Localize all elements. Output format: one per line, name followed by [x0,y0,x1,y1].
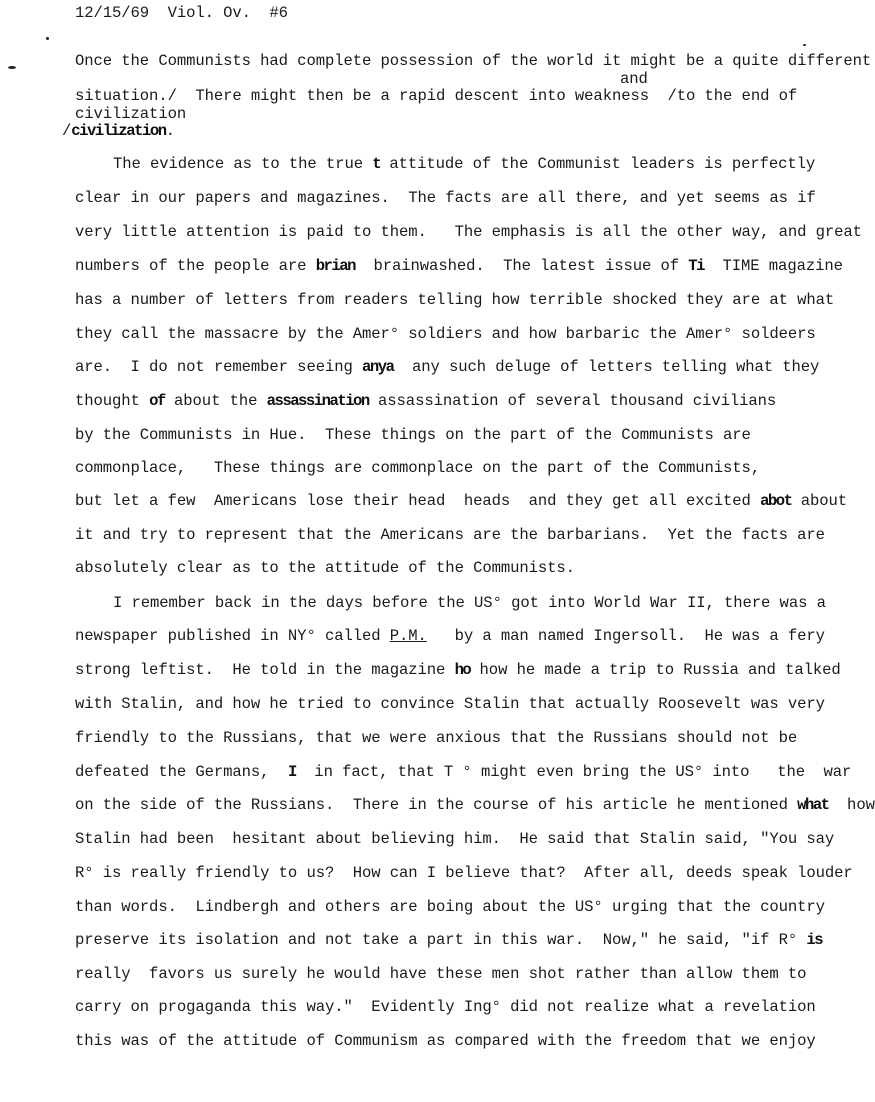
text-line [75,898,825,916]
overtyped-text: civilization [71,122,166,140]
overtyped-text: assassination [266,392,369,410]
text-segment: preserve its isolation and not take a part in this war. Now," he said, "if R° [75,931,807,949]
overtyped-text: is [806,931,823,949]
text-line [75,729,797,747]
text-line [75,965,806,983]
text-line [75,830,834,848]
ink-speck [8,66,16,69]
text-segment: / [62,122,72,140]
text-segment: thought [75,392,150,410]
text-line [75,291,834,309]
text-segment: very little attention is paid to them. The emphasis is all the other way, and great [75,223,862,241]
overtyped-text: abot [760,492,792,510]
text-line [75,661,841,679]
text-segment: assassination of several thousand civilians [368,392,777,410]
text-segment: they call the massacre by the Amer° soldiers and how barbaric the Amer° soldeers [75,325,816,343]
text-line [75,998,816,1016]
text-line [75,189,816,207]
text-segment: . [165,122,175,140]
text-segment: on the side of the Russians. There in the course of his article he mentioned [75,796,798,814]
text-segment: situation./ There might then be a rapid descent into weakness /to the end of [75,87,798,105]
text-line [75,796,875,814]
text-line [75,1032,816,1050]
text-line [75,325,816,343]
overtyped-text: what [797,796,829,814]
text-line [75,52,871,70]
text-segment: The evidence as to the true [113,155,373,173]
text-line [75,223,862,241]
text-segment: with Stalin, and how he tried to convince Stalin that actually Roosevelt was very [75,695,825,713]
text-line [62,122,175,140]
document-header: 12/15/69 Viol. Ov. #6 [75,4,288,22]
overtyped-text: Ti [688,257,704,275]
text-line [113,155,815,173]
text-segment: by a man named Ingersoll. He was a fery [426,627,825,645]
text-segment: defeated the Germans, [75,763,288,781]
overtyped-text: I [287,763,296,781]
text-segment: TIME magazine [704,257,843,275]
ink-speck [46,37,49,40]
underlined-text: P.M. [389,627,427,645]
text-segment: friendly to the Russians, that we were anxious that the Russians should not be [75,729,798,747]
text-segment: absolutely clear as to the attitude of the Communists. [75,559,575,577]
overtyped-text: of [149,392,165,410]
text-segment: newspaper published in NY° called [75,627,390,645]
text-segment: but let a few Americans lose their head heads and they get all excited [75,492,761,510]
text-segment: has a number of letters from readers telling how terrible shocked they are at what [75,291,835,309]
text-segment: numbers of the people are [75,257,316,275]
text-segment: in fact, that T ° might even bring the US° into the war [295,763,852,781]
text-segment: and [620,70,648,88]
text-segment: how [828,796,875,814]
text-segment: Once the Communists had complete possession of the world it might be a quite different [75,52,872,70]
text-line [620,70,648,88]
ink-speck [803,44,806,46]
text-segment: this was of the attitude of Communism as compared with the freedom that we enjoy [75,1032,816,1050]
overtyped-text: t [372,155,381,173]
text-segment: brainwashed. The latest issue of [355,257,689,275]
text-segment: it and try to represent that the Americans are the barbarians. Yet the facts are [75,526,825,544]
text-segment: civilization [75,105,187,123]
text-line [75,695,825,713]
text-line [75,526,825,544]
text-line [75,257,843,275]
text-segment: by the Communists in Hue. These things on the part of the Communists are [75,426,751,444]
text-segment: really favors us surely he would have these men shot rather than allow them to [75,965,807,983]
text-line [75,459,760,477]
text-line [75,864,853,882]
text-segment: about [791,492,848,510]
overtyped-text: brian [315,257,355,275]
text-line [75,105,186,123]
text-segment: how he made a trip to Russia and talked [470,661,841,679]
text-segment: strong leftist. He told in the magazine [75,661,455,679]
overtyped-text: ho [454,661,471,679]
text-line [75,763,851,781]
text-line [75,426,751,444]
text-segment: I remember back in the days before the US° got into World War II, there was a [113,594,826,612]
text-line [75,492,847,510]
text-line [75,627,825,645]
text-segment: than words. Lindbergh and others are boing about the US° urging that the country [75,898,825,916]
text-segment: are. I do not remember seeing [75,358,362,376]
text-segment: carry on progaganda this way." Evidently Ing° did not realize what a revelation [75,998,816,1016]
overtyped-text: anya [362,358,394,376]
text-segment: Stalin had been hesitant about believing him. He said that Stalin said, "You say [75,830,835,848]
text-line [75,358,819,376]
text-line [75,392,776,410]
text-segment: clear in our papers and magazines. The facts are all there, and yet seems as if [75,189,816,207]
text-line [75,87,797,105]
text-segment: commonplace, These things are commonplace on the part of the Communists, [75,459,761,477]
text-line [75,559,575,577]
text-segment: R° is really friendly to us? How can I believe that? After all, deeds speak louder [75,864,853,882]
text-line [75,931,822,949]
text-segment: about the [164,392,267,410]
text-line [113,594,826,612]
text-segment: attitude of the Communist leaders is perfectly [380,155,816,173]
text-segment: any such deluge of letters telling what they [393,358,820,376]
